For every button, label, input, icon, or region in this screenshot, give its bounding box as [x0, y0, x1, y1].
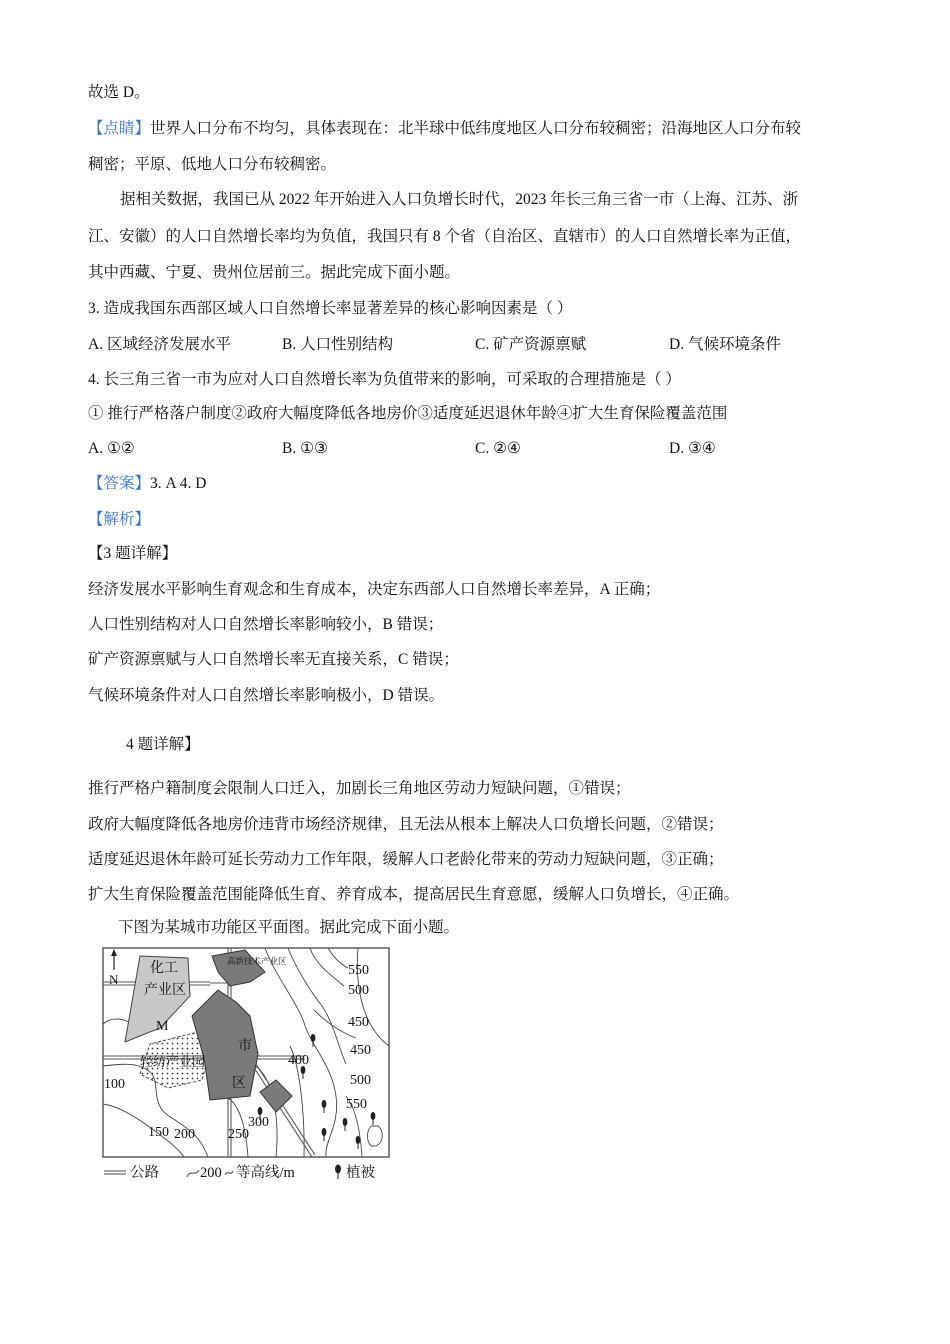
dianjing-tag: 【点睛】	[88, 120, 151, 137]
detail4-line-3: 适度延迟退休年龄可延长劳动力工作年限，缓解人口老龄化带来的劳动力短缺问题，③正确；	[88, 851, 724, 868]
map-legend	[104, 1163, 404, 1183]
city-label-2: 区	[232, 1076, 246, 1091]
dianjing-text: 世界人口分布不均匀，具体表现在：北半球中低纬度地区人口分布较稠密；沿海地区人口分布较	[150, 120, 802, 137]
para-line-4: 据相关数据，我国已从 2022 年开始进入人口负增长时代，2023 年长三角三省一市（上海、江苏、浙	[120, 191, 799, 208]
detail3-line-4: 气候环境条件对人口自然增长率影响极小，D 错误。	[88, 687, 445, 704]
contour-400: 400	[288, 1053, 309, 1068]
analysis-tag: 【解析】	[88, 511, 151, 528]
detail4-line-2: 政府大幅度降低各地房价违背市场经济规律，且无法从根本上解决人口负增长问题，②错误；	[88, 816, 724, 833]
detail3-title: 【3 题详解】	[88, 545, 178, 562]
q4-option-d: D. ③④	[669, 440, 716, 457]
legend-vegetation: 植被	[346, 1165, 375, 1181]
para-line-6: 其中西藏、宁夏、贵州位居前三。据此完成下面小题。	[88, 264, 461, 281]
contour-legend-tail-icon	[224, 1167, 234, 1179]
point-m-label: M	[156, 1019, 169, 1034]
contour-550-a: 550	[348, 963, 369, 978]
legend-contour-value: 200	[200, 1165, 222, 1181]
answer-line	[88, 474, 206, 494]
legend-contour-label: 等高线/m	[236, 1165, 295, 1181]
vegetation-legend-icon	[334, 1164, 342, 1180]
q4-option-a: A. ①②	[88, 440, 135, 457]
q4-stem: 4. 长三角三省一市为应对人口自然增长率为负值带来的影响，可采取的合理措施是（ ）	[88, 371, 681, 388]
q3-option-b: B. 人口性别结构	[282, 336, 394, 353]
contour-550-b: 550	[346, 1097, 367, 1112]
contour-100: 100	[104, 1077, 125, 1092]
q4-option-b: B. ①③	[282, 440, 328, 457]
contour-150: 150	[148, 1125, 169, 1140]
q4-options	[88, 439, 848, 459]
light-label: 轻纺产业园	[140, 1054, 206, 1069]
q3-option-c: C. 矿产资源禀赋	[475, 336, 587, 353]
contour-300: 300	[248, 1115, 269, 1130]
contour-250: 250	[228, 1127, 249, 1142]
q4-option-c: C. ②④	[475, 440, 521, 457]
city-function-map	[100, 946, 394, 1162]
contour-200: 200	[174, 1127, 195, 1142]
contour-legend-icon	[186, 1167, 200, 1179]
answer-tag: 【答案】	[88, 475, 151, 492]
contour-450-b: 450	[350, 1043, 371, 1058]
detail4-line-1: 推行严格户籍制度会限制人口迁入，加剧长三角地区劳动力短缺问题，①错误；	[88, 780, 631, 797]
q4-items: ① 推行严格落户制度②政府大幅度降低各地房价③适度延迟退休年龄④扩大生育保险覆盖范围	[88, 405, 728, 422]
chem-label-2: 产业区	[144, 983, 186, 998]
city-label-1: 市	[238, 1039, 252, 1054]
detail4-title: 4 题详解】	[126, 736, 200, 753]
contour-450-a: 450	[348, 1015, 369, 1030]
detail3-line-2: 人口性别结构对人口自然增长率影响较小，B 错误；	[88, 616, 444, 633]
hitech-label: 高新技术产业区	[227, 956, 287, 966]
para-line-3: 稠密；平原、低地人口分布较稠密。	[88, 156, 337, 173]
detail3-line-3: 矿产资源禀赋与人口自然增长率无直接关系，C 错误；	[88, 651, 459, 668]
para-line-5: 江、安徽）的人口自然增长率均为负值，我国只有 8 个省（自治区、直辖市）的人口自然增长率为正值，	[88, 228, 802, 245]
detail3-line-1: 经济发展水平影响生育观念和生育成本，决定东西部人口自然增长率差异，A 正确；	[88, 581, 661, 598]
contour-500-b: 500	[350, 1073, 371, 1088]
contour-500-a: 500	[348, 983, 369, 998]
north-label: N	[109, 972, 119, 987]
figure-intro: 下图为某城市功能区平面图。据此完成下面小题。	[118, 919, 460, 936]
chem-label-1: 化工	[150, 961, 178, 976]
q3-stem: 3. 造成我国东西部区域人口自然增长率显著差异的核心影响因素是（ ）	[88, 300, 573, 317]
para-line-2	[88, 119, 801, 139]
road-legend-icon	[104, 1169, 126, 1177]
detail4-line-4: 扩大生育保险覆盖范围能降低生育、养育成本，提高居民生育意愿，缓解人口负增长，④正确。	[88, 886, 740, 903]
q3-option-d: D. 气候环境条件	[669, 336, 781, 353]
q3-options	[88, 335, 848, 355]
para-line-1: 故选 D。	[88, 84, 150, 101]
q3-option-a: A. 区域经济发展水平	[88, 336, 231, 353]
legend-road: 公路	[130, 1165, 159, 1181]
answer-text: 3. A 4. D	[150, 475, 207, 492]
